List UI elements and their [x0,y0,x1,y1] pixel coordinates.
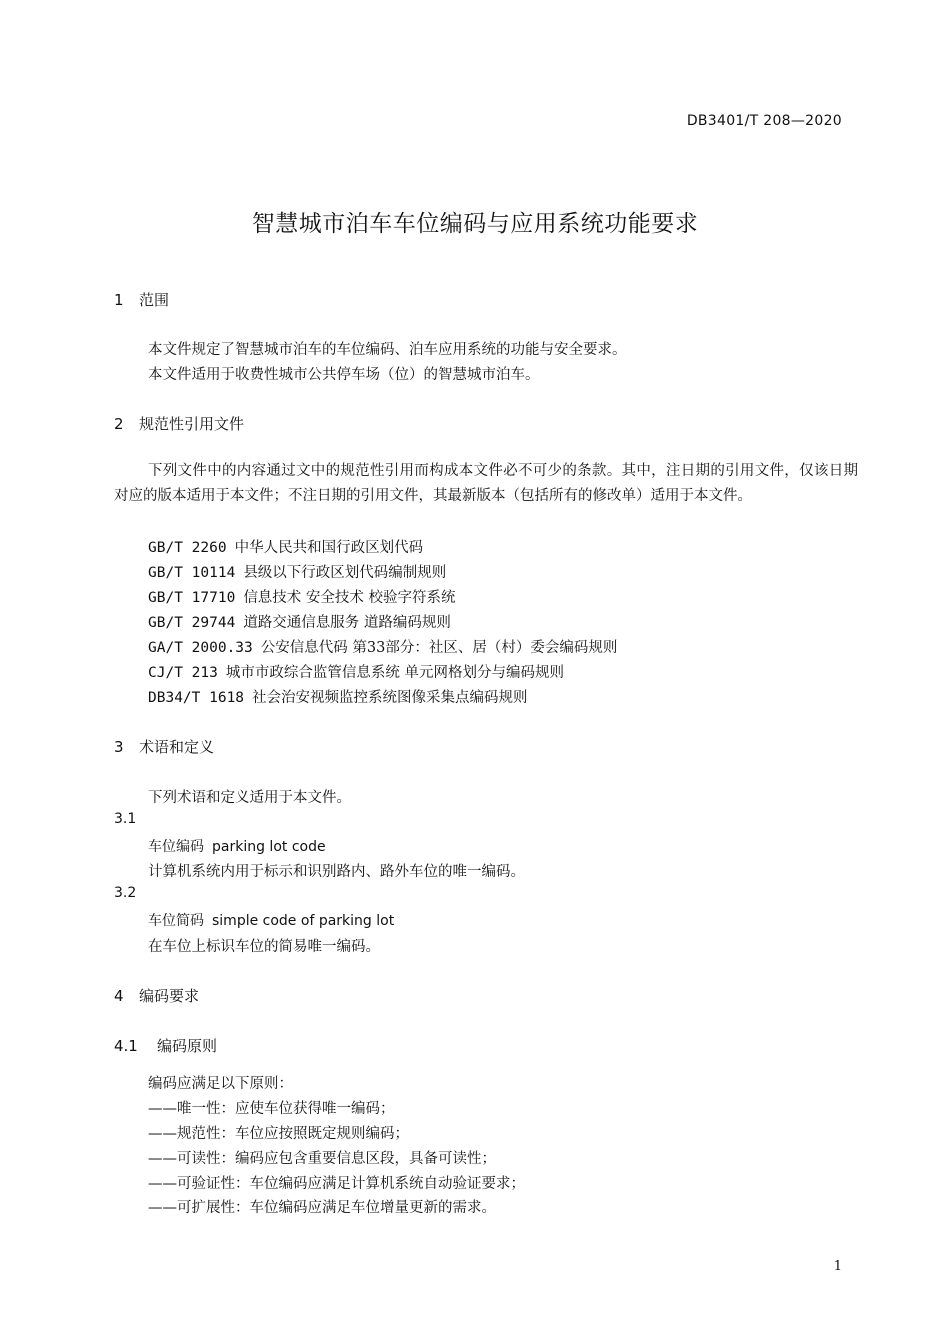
reference-title: 道路交通信息服务 道路编码规则 [243,615,451,631]
list-item: ——可扩展性：车位编码应满足车位增量更新的需求。 [148,1200,496,1216]
reference-title: 信息技术 安全技术 校验字符系统 [243,590,456,606]
reference-code: GA/T 2000.33 [148,640,253,656]
clause-number: 3.2 [114,885,137,901]
reference-title: 公安信息代码 第33部分：社区、居（村）委会编码规则 [260,640,618,656]
reference-item [148,586,456,607]
document-title: 智慧城市泊车车位编码与应用系统功能要求 [251,211,699,237]
term-english: parking lot code [212,839,326,855]
reference-item [148,536,423,557]
paragraph: 编码应满足以下原则： [148,1076,293,1092]
reference-item [148,636,617,657]
term-entry [148,836,326,856]
reference-title: 城市市政综合监管信息系统 单元网格划分与编码规则 [225,665,564,681]
section-4-heading [114,985,199,1006]
list-item: ——可验证性：车位编码应满足计算机系统自动验证要求； [148,1176,525,1192]
section-number: 2 [114,415,124,433]
term-chinese: 车位简码 [148,913,204,929]
reference-code: GB/T 10114 [148,565,236,581]
reference-code: DB34/T 1618 [148,690,245,706]
reference-item [148,661,564,682]
list-item: ——规范性：车位应按照既定规则编码； [148,1126,409,1142]
list-item: ——可读性：编码应包含重要信息区段，具备可读性； [148,1151,496,1167]
section-2-heading [114,413,244,434]
reference-code: GB/T 17710 [148,590,236,606]
reference-item [148,686,528,707]
section-number: 3 [114,738,124,756]
reference-code: GB/T 29744 [148,615,236,631]
reference-title: 社会治安视频监控系统图像采集点编码规则 [252,690,528,706]
clause-number: 3.1 [114,811,137,827]
reference-code: GB/T 2260 [148,540,227,556]
section-title: 编码要求 [139,987,200,1005]
subsection-number: 4.1 [114,1037,138,1055]
reference-item [148,611,451,632]
section-number: 4 [114,987,124,1005]
reference-code: CJ/T 213 [148,665,218,681]
section-number: 1 [114,291,124,309]
term-entry [148,910,394,930]
section-title: 术语和定义 [139,738,215,756]
paragraph: 下列术语和定义适用于本文件。 [148,790,351,806]
section-title: 范围 [139,291,170,309]
term-english: simple code of parking lot [212,913,395,929]
section-1-heading [114,289,169,310]
term-chinese: 车位编码 [148,839,204,855]
reference-title: 中华人民共和国行政区划代码 [234,540,424,556]
reference-title: 县级以下行政区划代码编制规则 [243,565,447,581]
list-item: ——唯一性：应使车位获得唯一编码； [148,1101,395,1117]
page-number: 1 [833,1259,842,1274]
subsection-title: 编码原则 [157,1037,218,1055]
term-definition: 计算机系统内用于标示和识别路内、路外车位的唯一编码。 [148,864,525,880]
document-number: DB3401/T 208—2020 [686,113,842,129]
paragraph: 下列文件中的内容通过文中的规范性引用而构成本文件必不可少的条款。其中，注日期的引用文件，仅该日期对应的版本适用于本文件；不注日期的引用文件，其最新版本（包括所有的修改单）适用于本文件。 [114,463,858,504]
paragraph: 本文件适用于收费性城市公共停车场（位）的智慧城市泊车。 [148,367,540,383]
paragraph: 本文件规定了智慧城市泊车的车位编码、泊车应用系统的功能与安全要求。 [148,342,627,358]
reference-item [148,561,446,582]
term-definition: 在车位上标识车位的简易唯一编码。 [148,939,380,955]
section-title: 规范性引用文件 [139,415,245,433]
section-3-heading [114,736,214,757]
subsection-4-1-heading [114,1035,217,1056]
